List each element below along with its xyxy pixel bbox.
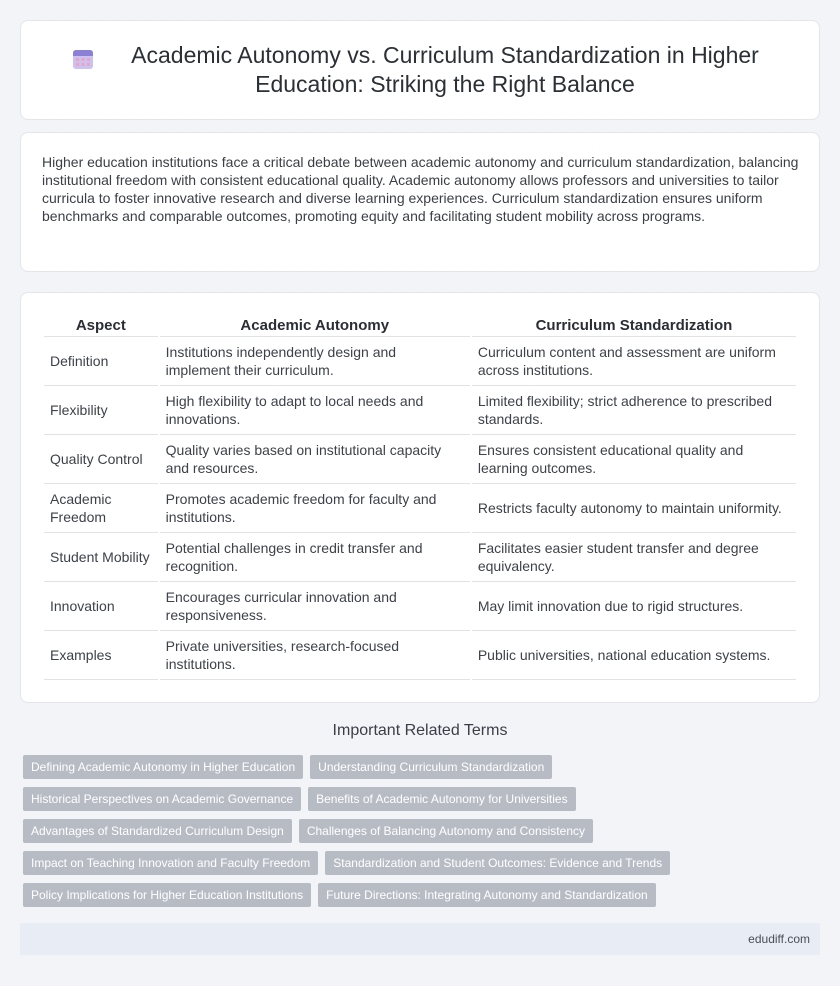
intro-card (20, 132, 820, 272)
related-term-tag[interactable]: Impact on Teaching Innovation and Faculty Freedom (23, 851, 318, 875)
related-term-tag[interactable]: Challenges of Balancing Autonomy and Consistency (299, 819, 593, 843)
standardization-cell: Public universities, national education systems. (472, 631, 796, 680)
tag-row (23, 883, 803, 907)
related-term-tag[interactable]: Defining Academic Autonomy in Higher Education (23, 755, 303, 779)
table-header-row (44, 315, 796, 337)
table-row (44, 582, 796, 631)
aspect-cell: Quality Control (44, 435, 158, 484)
column-header-curriculum-standardization: Curriculum Standardization (472, 315, 796, 337)
aspect-cell: Flexibility (44, 386, 158, 435)
aspect-cell: Examples (44, 631, 158, 680)
related-term-tag[interactable]: Standardization and Student Outcomes: Evidence and Trends (325, 851, 670, 875)
standardization-cell: Limited flexibility; strict adherence to prescribed standards. (472, 386, 796, 435)
autonomy-cell: Potential challenges in credit transfer and recognition. (160, 533, 470, 582)
standardization-cell: Curriculum content and assessment are uniform across institutions. (472, 337, 796, 386)
related-term-tag[interactable]: Benefits of Academic Autonomy for Universities (308, 787, 575, 811)
header-card (20, 20, 820, 120)
comparison-table-card (20, 292, 820, 703)
tag-row (23, 819, 803, 843)
aspect-cell: Definition (44, 337, 158, 386)
standardization-cell: May limit innovation due to rigid structures. (472, 582, 796, 631)
autonomy-cell: Encourages curricular innovation and responsiveness. (160, 582, 470, 631)
table-row (44, 386, 796, 435)
comparison-table (42, 315, 798, 680)
aspect-cell: Innovation (44, 582, 158, 631)
page-title: Academic Autonomy vs. Curriculum Standardization in Higher Education: Striking the Right Balance (131, 42, 759, 97)
table-row (44, 533, 796, 582)
table-row (44, 631, 796, 680)
autonomy-cell: Promotes academic freedom for faculty and institutions. (160, 484, 470, 533)
related-term-tag[interactable]: Understanding Curriculum Standardization (310, 755, 552, 779)
tag-row (23, 755, 803, 779)
related-term-tag[interactable]: Historical Perspectives on Academic Governance (23, 787, 301, 811)
aspect-cell: Academic Freedom (44, 484, 158, 533)
standardization-cell: Ensures consistent educational quality and learning outcomes. (472, 435, 796, 484)
standardization-cell: Facilitates easier student transfer and degree equivalency. (472, 533, 796, 582)
tag-row (23, 851, 803, 875)
related-terms-list (23, 755, 803, 915)
footer-bar (20, 923, 820, 955)
autonomy-cell: Quality varies based on institutional capacity and resources. (160, 435, 470, 484)
tag-row (23, 787, 803, 811)
related-term-tag[interactable]: Policy Implications for Higher Education Institutions (23, 883, 311, 907)
aspect-cell: Student Mobility (44, 533, 158, 582)
autonomy-cell: High flexibility to adapt to local needs and innovations. (160, 386, 470, 435)
intro-paragraph: Higher education institutions face a critical debate between academic autonomy and curriculum standardization, balancing institutional freedom with consistent educational quality. Academic autonomy allows professors and universities to tailor curricula to foster innovative research and diverse learning experiences. Curriculum standardization ensures uniform benchmarks and comparable outcomes, promoting equity and facilitating student mobility across programs. (42, 154, 799, 224)
footer-site-link[interactable]: edudiff.com (748, 932, 810, 946)
table-row (44, 484, 796, 533)
column-header-academic-autonomy: Academic Autonomy (160, 315, 470, 337)
table-row (44, 435, 796, 484)
table-row (44, 337, 796, 386)
standardization-cell: Restricts faculty autonomy to maintain uniformity. (472, 484, 796, 533)
autonomy-cell: Institutions independently design and implement their curriculum. (160, 337, 470, 386)
autonomy-cell: Private universities, research-focused institutions. (160, 631, 470, 680)
related-term-tag[interactable]: Future Directions: Integrating Autonomy and Standardization (318, 883, 656, 907)
related-term-tag[interactable]: Advantages of Standardized Curriculum Design (23, 819, 292, 843)
column-header-aspect: Aspect (44, 315, 158, 337)
related-terms-heading: Important Related Terms (332, 722, 508, 739)
